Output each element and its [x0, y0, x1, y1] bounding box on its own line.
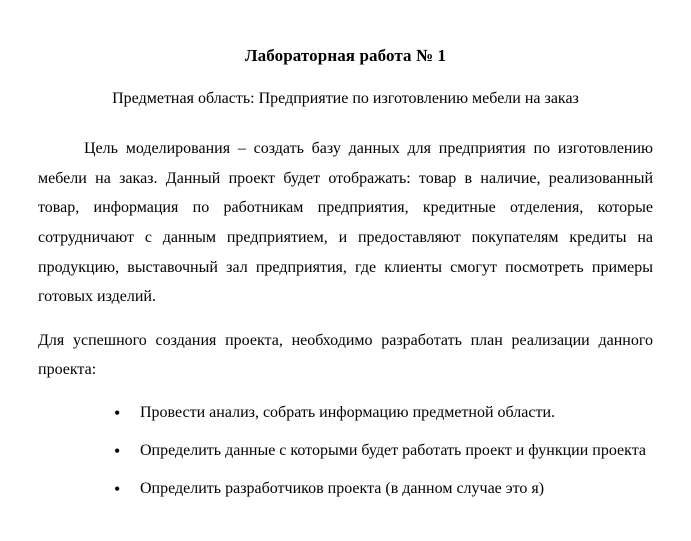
list-item: • Определить данные с которыми будет работать проект и функции проекта [114, 437, 653, 466]
list-item: • Провести анализ, собрать информацию предметной области. [114, 399, 653, 428]
subject-area-line: Предметная область: Предприятие по изготовлению мебели на заказ [112, 89, 579, 107]
page-title: Лабораторная работа № 1 [244, 46, 447, 65]
list-item: • Определить разработчиков проекта (в данном случае это я) [114, 475, 653, 504]
paragraph-plan-intro: Для успешного создания проекта, необходимо разработать план реализации данного проекта: [38, 331, 653, 379]
plan-list [38, 399, 653, 503]
paragraph-goal: Цель моделирования – создать базу данных для предприятия по изготовлению мебели на заказ. Данный проект будет отображать: товар в наличие, реализованный товар, информация по работникам предприятия, кредитные отделения, которые сотрудничают с данным предприятием, и предоставляют покупателям кредиты на продукцию, выставочный зал предприятия, где клиенты смогут посмотреть примеры готовых изделий. [38, 140, 653, 306]
